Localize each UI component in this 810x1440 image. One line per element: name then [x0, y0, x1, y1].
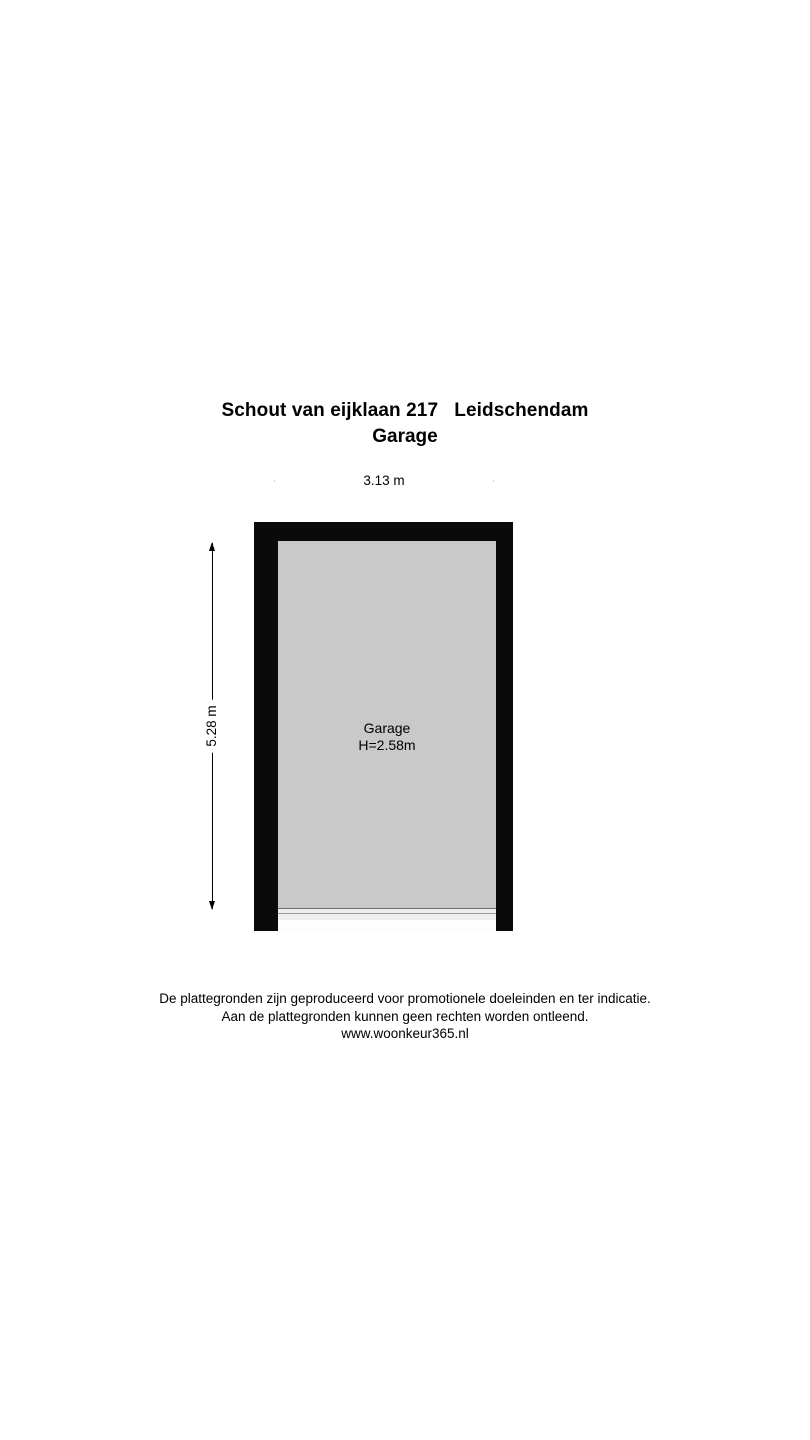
width-dimension-label-wrap: [275, 472, 493, 490]
garage-right-wall: [496, 522, 513, 931]
footer-website: www.woonkeur365.nl: [341, 1026, 469, 1041]
width-dimension-label: 3.13 m: [355, 473, 412, 488]
room-name: Garage: [363, 720, 411, 736]
height-dimension-label: 5.28 m: [202, 699, 222, 752]
garage-door-track: [278, 913, 496, 914]
page-title: Schout van eijklaan 217 Leidschendam: [221, 400, 589, 421]
footer-line-1: De plattegronden zijn geproduceerd voor promotionele doeleinden en ter indicatie.: [159, 991, 651, 1006]
room-height: H=2.58m: [358, 737, 416, 753]
garage-door-sill: [278, 920, 496, 931]
page-subtitle: Garage: [372, 426, 438, 447]
footer-disclaimer: [0, 990, 810, 1043]
room-label: [278, 720, 496, 753]
footer-line-2: Aan de plattegronden kunnen geen rechten worden ontleend.: [221, 1008, 589, 1024]
